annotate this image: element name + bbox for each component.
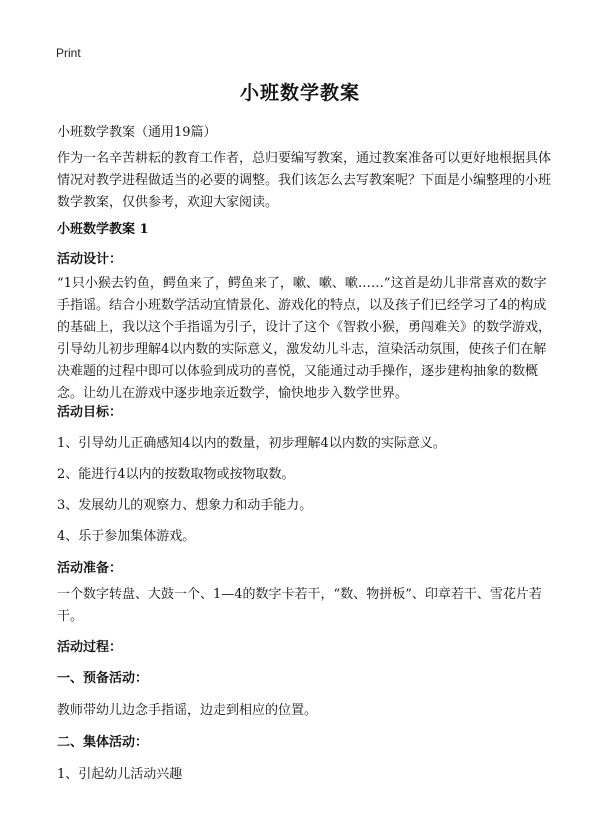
warmup-text: 教师带幼儿边念手指谣，边走到相应的位置。 <box>57 703 318 718</box>
intro-paragraph: 作为一名辛苦耕耘的教育工作者，总归要编写教案，通过教案准备可以更好地根据具体情况对教学进程做适当的必要的调整。我们该怎么去写教案呢？下面是小编整理的小班数学教案，仅供参考，欢迎大家阅读。 <box>57 151 552 210</box>
design-paragraph: “1只小猴去钓鱼，鳄鱼来了，鳄鱼来了，嗽、嗽、嗽……”这首是幼儿非常喜欢的数字手指谣。结合小班数学活动宜情景化、游戏化的特点，以及孩子们已经学习了4的构成的基础上，我以这个手指谣为引子，设计了这个《智救小猴，勇闯难关》的数学游戏，引导幼儿初步理解4以内数的实际意义，激发幼儿斗志，渲染活动氛围，使孩子们在解决难题的过程中即可以体验到成功的喜悦，又能通过动手操作，逐步建构抽象的数概念。让幼儿在游戏中逐步地亲近数学，愉快地步入数学世界。 <box>57 276 552 401</box>
goal-item-2: 2、能进行4以内的按数取物或按物取数。 <box>57 467 295 482</box>
prep-paragraph: 一个数字转盘、大鼓一个、1—4的数字卡若干，“数、物拼板”、印章若干、雪花片若干。 <box>57 587 542 624</box>
group-activity-item-1: 1、引起幼儿活动兴趣 <box>57 767 183 782</box>
section-title: 小班数学教案 1 <box>57 222 149 237</box>
group-activity-heading: 二、集体活动： <box>57 735 149 750</box>
goal-item-4: 4、乐于参加集体游戏。 <box>57 529 196 544</box>
document-subtitle: 小班数学教案（通用19篇） <box>57 125 217 140</box>
warmup-heading: 一、预备活动： <box>57 671 149 686</box>
prep-heading: 活动准备： <box>57 561 123 576</box>
process-heading: 活动过程： <box>57 640 123 655</box>
print-label[interactable]: Print <box>56 46 81 60</box>
goal-item-1: 1、引导幼儿正确感知4以内的数量，初步理解4以内数的实际意义。 <box>57 436 446 451</box>
design-heading: 活动设计： <box>57 252 123 267</box>
goal-item-3: 3、发展幼儿的观察力、想象力和动手能力。 <box>57 498 313 513</box>
goals-heading: 活动目标： <box>57 405 123 420</box>
page-title: 小班数学教案 <box>239 82 360 104</box>
